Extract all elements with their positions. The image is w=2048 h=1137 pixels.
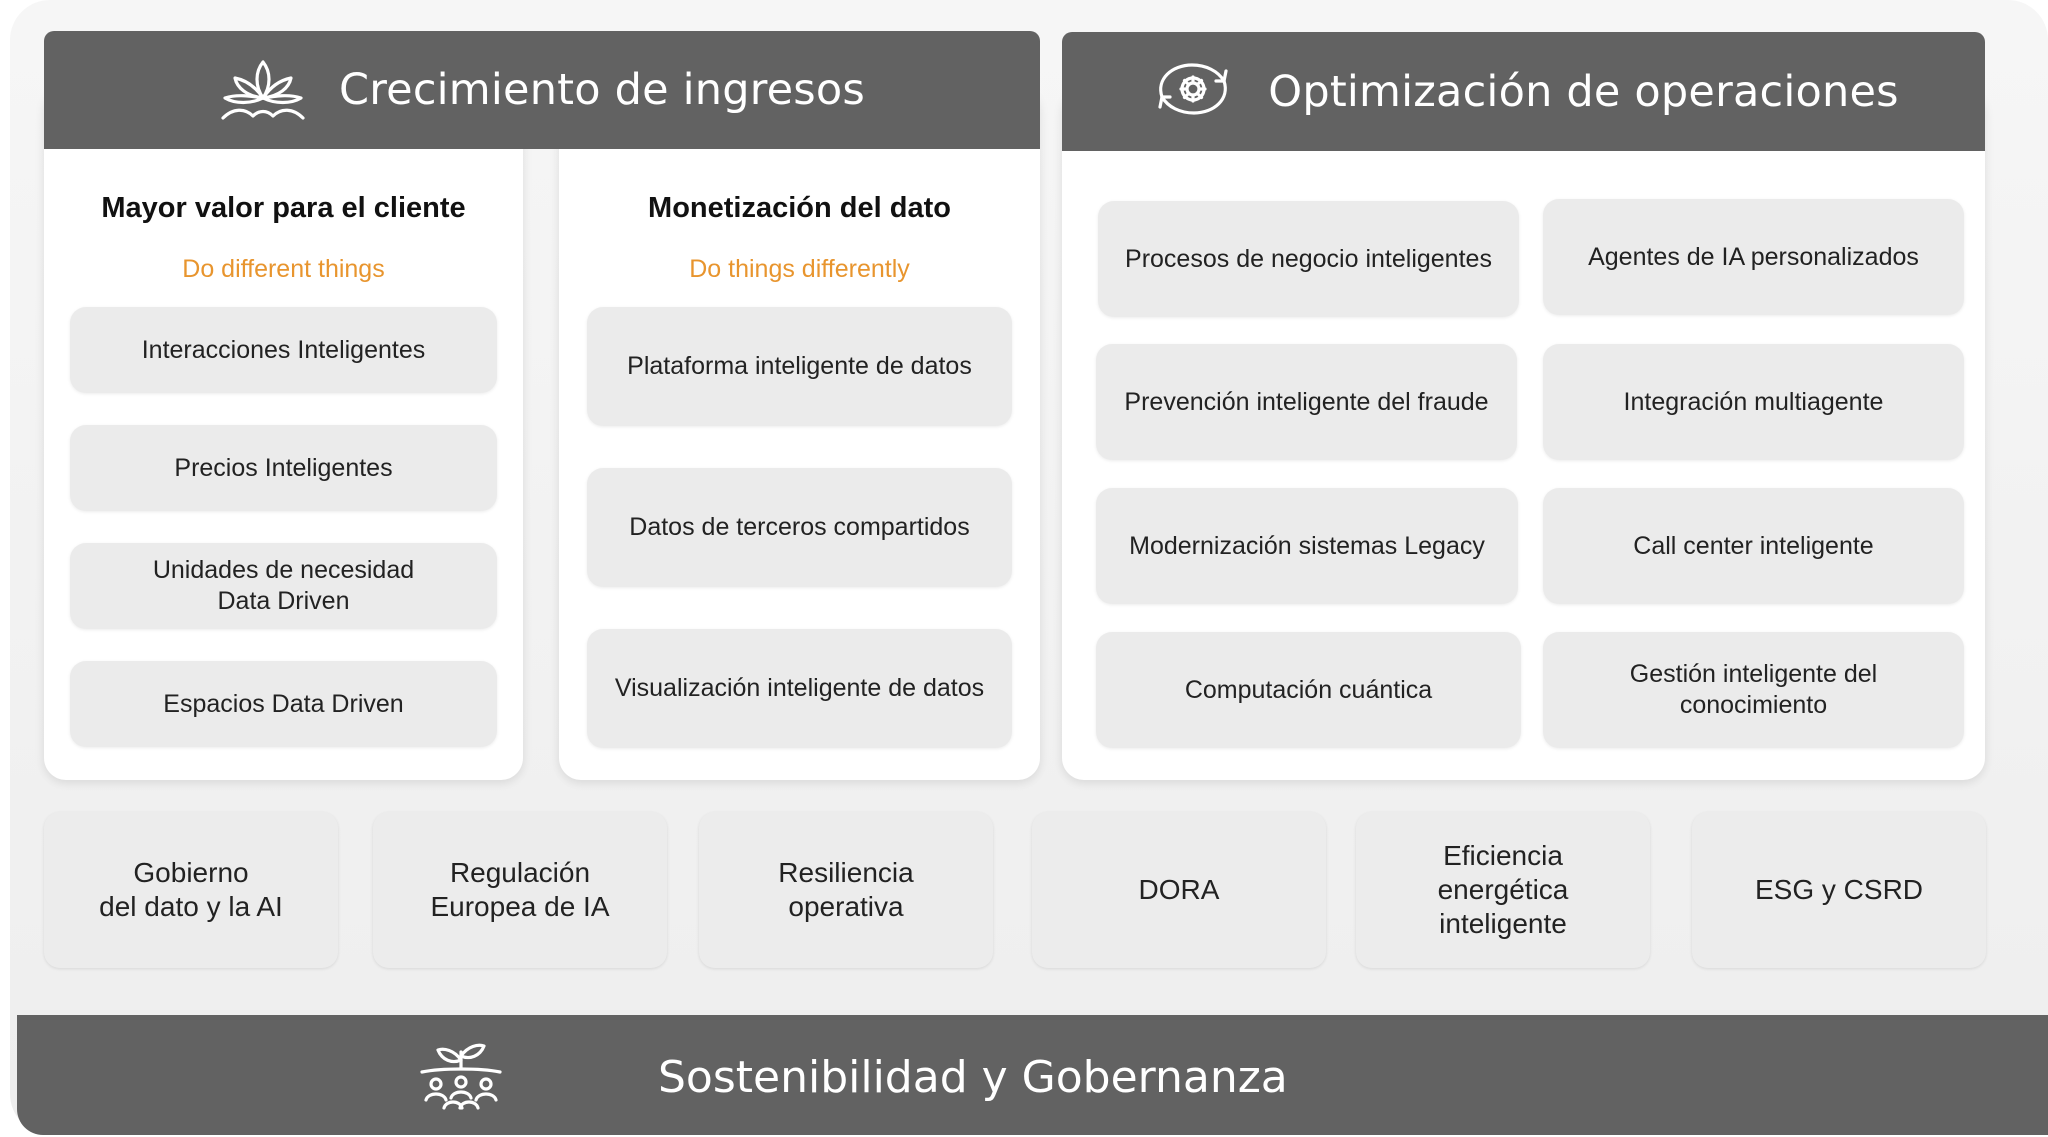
operations-item: Computación cuántica [1096,632,1521,748]
gear-cycle-icon [1148,59,1238,124]
revenue-item: Espacios Data Driven [70,661,497,747]
revenue-item: Unidades de necesidad Data Driven [70,543,497,629]
governance-item: DORA [1032,812,1326,968]
footer-title: Sostenibilidad y Gobernanza [658,1051,1288,1103]
revenue-item: Visualización inteligente de datos [587,629,1012,748]
operations-item: Prevención inteligente del fraude [1096,344,1517,460]
operations-item: Gestión inteligente del conocimiento [1543,632,1964,748]
revenue-header [44,31,1040,149]
revenue-title: Crecimiento de ingresos [339,65,865,115]
governance-item: Resiliencia operativa [699,812,993,968]
revenue-item: Precios Inteligentes [70,425,497,511]
operations-item: Agentes de IA personalizados [1543,199,1964,315]
lotus-icon [219,56,307,129]
operations-item: Integración multiagente [1543,344,1964,460]
operations-item: Call center inteligente [1543,488,1964,604]
plant-people-icon [414,1038,508,1117]
revenue-item: Plataforma inteligente de datos [587,307,1012,426]
operations-header [1062,32,1985,151]
revenue-column-1-title: Mayor valor para el cliente [101,192,466,224]
operations-item: Procesos de negocio inteligentes [1098,201,1519,317]
revenue-column-1-subtitle: Do different things [182,255,385,283]
revenue-item: Interacciones Inteligentes [70,307,497,393]
revenue-column-2-subtitle: Do things differently [689,255,910,283]
governance-item: ESG y CSRD [1692,812,1986,968]
governance-item: Eficiencia energética inteligente [1356,812,1650,968]
operations-title: Optimización de operaciones [1268,66,1899,117]
operations-item: Modernización sistemas Legacy [1096,488,1518,604]
governance-item: Regulación Europea de IA [373,812,667,968]
revenue-column-2-title: Monetización del dato [648,192,951,224]
governance-item: Gobierno del dato y la AI [44,812,338,968]
revenue-item: Datos de terceros compartidos [587,468,1012,587]
